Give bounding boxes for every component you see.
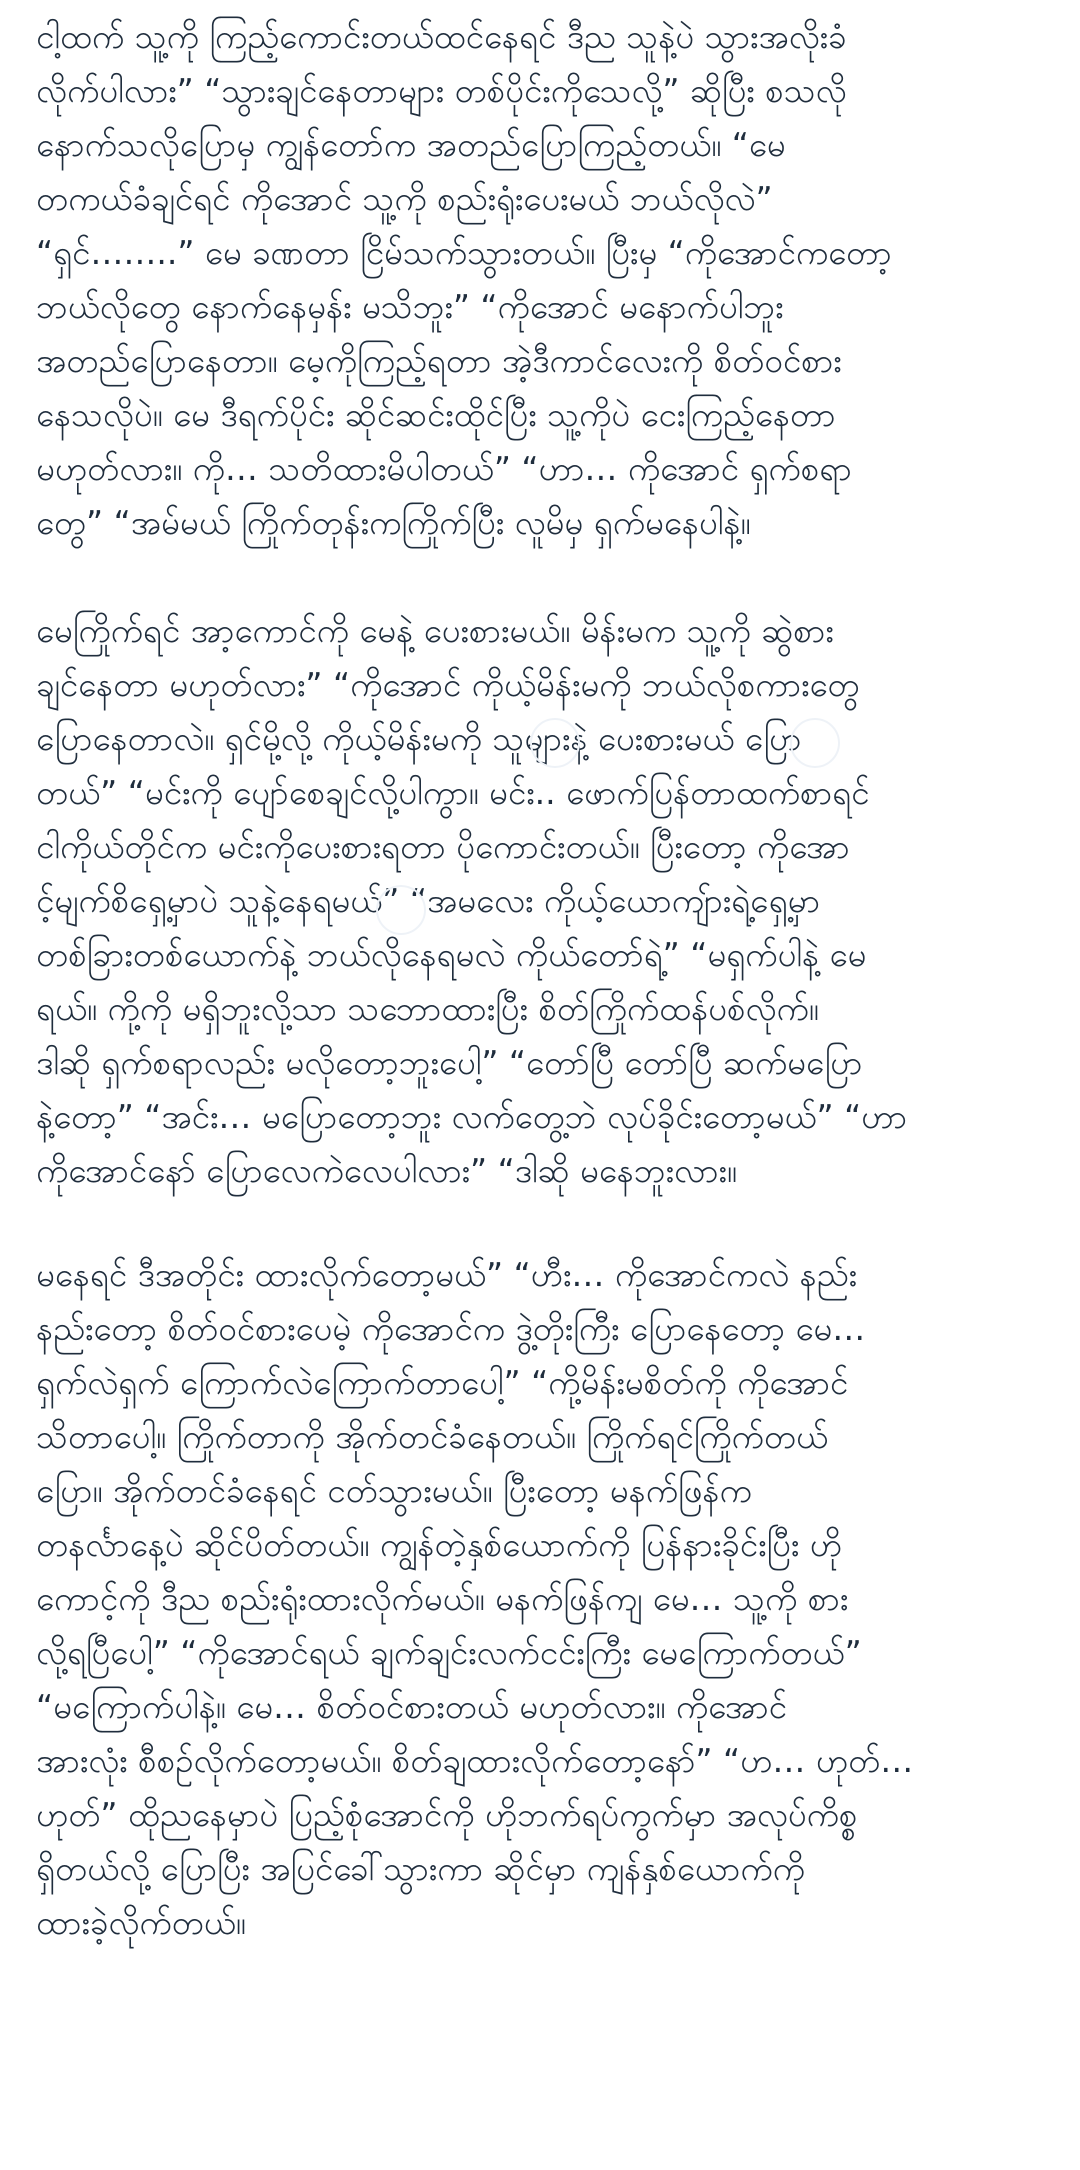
paragraph-3: မနေရင် ဒီအတိုင်း ထားလိုက်တော့မယ်” “ဟီး… ကိုအောင်ကလဲ နည်း နည်းတော့ စိတ်ဝင်စားပေမဲ့ ကိုအောင်က ဒွဲ့တိုးကြီး ပြောနေတော့ မေ… ရှက်လဲရှက် ကြောက်လဲကြောက်တာပေါ့” “ကို့မိန်းမစိတ်ကို ကိုအောင် သိတာပေါ့။ ကြိုက်တာကို အိုက်တင်ခံနေတယ်။ ကြိုက်ရင်ကြိုက်တယ် ပြော။ အိုက်တင်ခံနေရင် ငတ်သွားမယ်။ ပြီးတော့ မနက်ဖြန်က တနင်္လာနေ့ပဲ ဆိုင်ပိတ်တယ်။ ကျွန်တဲ့နှစ်ယောက်ကို ပြန်နားခိုင်းပြီး ဟို ကောင့်ကို ဒီည စည်းရုံးထားလိုက်မယ်။ မနက်ဖြန်ကျ မေ… သူ့ကို စား လို့ရပြီပေါ့” “ကိုအောင်ရယ် ချက်ချင်းလက်ငင်းကြီး မေကြောက်တယ်” “မကြောက်ပါနဲ့။ မေ… စိတ်ဝင်စားတယ် မဟုတ်လား။ ကိုအောင် အားလုံး စီစဉ်လိုက်တော့မယ်။ စိတ်ချထားလိုက်တော့နော်” “ဟ… ဟုတ်… ဟုတ်” ထိုညနေမှာပဲ ပြည့်စုံအောင်ကို ဟိုဘက်ရပ်ကွက်မှာ အလုပ်ကိစ္စ ရှိတယ်လို့ ပြောပြီး အပြင်ခေါ်သွားကာ ဆိုင်မှာ ကျန်နှစ်ယောက်ကို ထားခဲ့လိုက်တယ်။ bbox=[36, 1255, 914, 1942]
article-body bbox=[36, 10, 1056, 1950]
paragraph-spacer bbox=[36, 550, 1056, 604]
paragraph-2: မေကြိုက်ရင် အာ့ကောင်ကို မေနဲ့ ပေးစားမယ်။ မိန်းမက သူ့ကို ဆွဲစား ချင်နေတာ မဟုတ်လား” “ကိုအောင် ကိုယ့်မိန်းမကို ဘယ်လိုစကားတွေ ပြောနေတာလဲ။ ရှင်မို့လို့ ကိုယ့်မိန်းမကို သူများနဲ့ ပေးစားမယ် ပြော တယ်” “မင်းကို ပျော်စေချင်လို့ပါကွာ။ မင်း.. ဖောက်ပြန်တာထက်စာရင် ငါကိုယ်တိုင်က မင်းကိုပေးစားရတာ ပိုကောင်းတယ်။ ပြီးတော့ ကိုအော င့်မျက်စိရှေ့မှာပဲ သူနဲ့နေရမယ်” “အမလေး ကိုယ့်ယောကျ်ားရဲ့ရှေ့မှာ တစ်ခြားတစ်ယောက်နဲ့ ဘယ်လိုနေရမလဲ ကိုယ်တော်ရဲ့” “မရှက်ပါနဲ့ မေ ရယ်။ ကို့ကို မရှိဘူးလို့သာ သဘောထားပြီး စိတ်ကြိုက်ထန်ပစ်လိုက်။ ဒါဆို ရှက်စရာလည်း မလိုတော့ဘူးပေါ့” “တော်ပြီ တော်ပြီ ဆက်မပြော နဲ့တော့” “အင်း… မပြောတော့ဘူး လက်တွေ့ဘဲ လုပ်ခိုင်းတော့မယ်” “ဟာ ကိုအောင်နော် ပြောလေကဲလေပါလား” “ဒါဆို မနေဘူးလား။ bbox=[36, 611, 908, 1190]
paragraph-spacer bbox=[36, 1198, 1056, 1248]
paragraph-1: ငါ့ထက် သူ့ကို ကြည့်ကောင်းတယ်ထင်နေရင် ဒီည သူနဲ့ပဲ သွားအလိုးခံ လိုက်ပါလား” “သွားချင်နေတာများ တစ်ပိုင်းကိုသေလို့” ဆိုပြီး စသလို နောက်သလိုပြောမှ ကျွန်တော်က အတည်ပြောကြည့်တယ်။ “မေ တကယ်ခံချင်ရင် ကိုအောင် သူ့ကို စည်းရုံးပေးမယ် ဘယ်လိုလဲ” “ရှင်……..” မေ ခဏတာ ငြိမ်သက်သွားတယ်။ ပြီးမှ “ကိုအောင်ကတော့ ဘယ်လိုတွေ နောက်နေမှန်း မသိဘူး” “ကိုအောင် မနောက်ပါဘူး အတည်ပြောနေတာ။ မေ့ကိုကြည့်ရတာ အဲ့ဒီကာင်လေးကို စိတ်ဝင်စား နေသလိုပဲ။ မေ ဒီရက်ပိုင်း ဆိုင်ဆင်းထိုင်ပြီး သူ့ကိုပဲ ငေးကြည့်နေတာ မဟုတ်လား။ ကို… သတိထားမိပါတယ်” “ဟာ… ကိုအောင် ရှက်စရာ တွေ” “အမ်မယ် ကြိုက်တုန်းကကြိုက်ပြီး လူမိမှ ရှက်မနေပါနဲ့။ bbox=[36, 17, 892, 542]
